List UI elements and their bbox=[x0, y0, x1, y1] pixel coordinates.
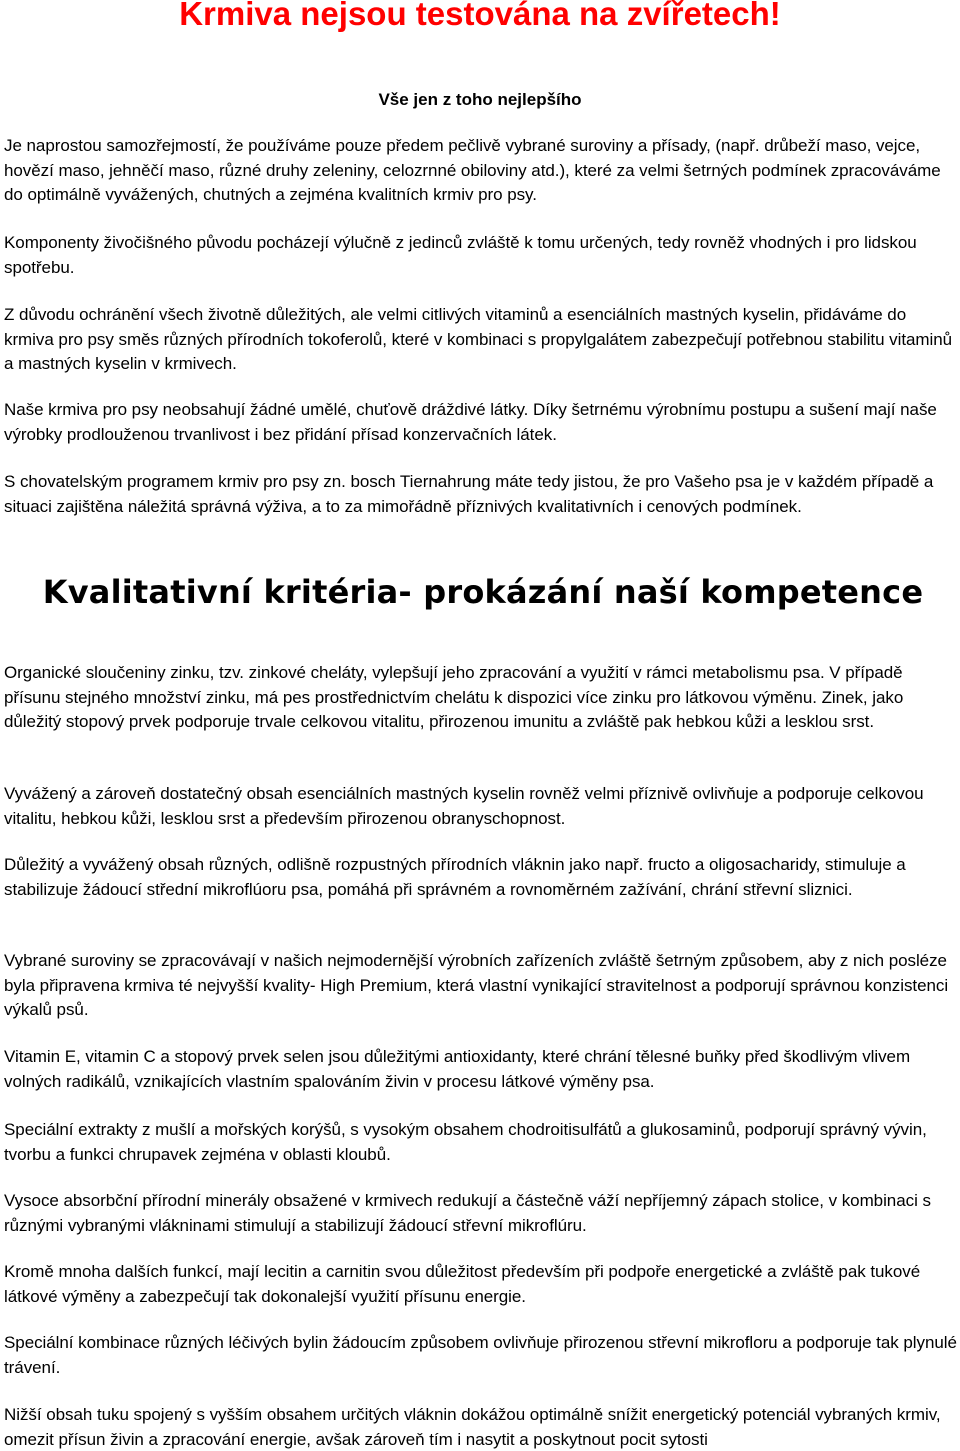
subtitle: Vše jen z toho nejlepšího bbox=[378, 90, 582, 109]
section-heading-quality-criteria: Kvalitativní kritéria- prokázání naší kompetence bbox=[42, 573, 924, 611]
paragraph-processing: Vybrané suroviny se zpracovávají v našich nejmodernější výrobních zařízeních zvláště šetrným způsobem, aby z nich posléze byla připravena krmiva té nejvyšší kvality- High Premium, která vlastní vynikající stravitelnost a podporují správnou konzistenci výkalů psů. bbox=[4, 951, 949, 1020]
paragraph-low-fat: Nižší obsah tuku spojený s vyšším obsahem určitých vláknin dokážou optimálně snížit energetický potenciál vybraných krmiv, omezit přísun živin a zpracování energie, avšak zároveň tím i nasytit a poskytnout pocit sytosti bbox=[4, 1405, 941, 1449]
paragraph-ingredients: Je naprostou samozřejmostí, že používáme pouze předem pečlivě vybrané suroviny a přísady, (např. drůbeží maso, vejce, hovězí maso, jehněčí maso, různé druhy zeleniny, celozrnné obiloviny atd.), které za velmi šetrných podmínek zpracováváme do optimálně vyvážených, chutných a zejména kvalitních krmiv pro psy. bbox=[4, 136, 941, 205]
page-title: Krmiva nejsou testována na zvířetech! bbox=[179, 0, 781, 32]
paragraph-animal-components: Komponenty živočišného původu pocházejí výlučně z jedinců zvláště k tomu určených, tedy rovněž vhodných i pro lidskou spotřebu. bbox=[4, 233, 917, 277]
paragraph-breeding-program: S chovatelským programem krmiv pro psy zn. bosch Tiernahrung máte tedy jistou, že pro Vašeho psa je v každém případě a situaci zajištěna náležitá správná výživa, a to za mimořádně příznivých kvalitativních i cenových podmínek. bbox=[4, 472, 934, 516]
paragraph-minerals: Vysoce absorbční přírodní minerály obsažené v krmivech redukují a částečně váží nepříjemný zápach stolice, v kombinaci s různými vybranými vlákninami stimulují a stabilizují žádoucí střevní mikroflúru. bbox=[4, 1191, 931, 1235]
paragraph-fibres: Důležitý a vyvážený obsah různých, odlišně rozpustných přírodních vláknin jako např. fructo a oligosacharidy, stimuluje a stabilizuje žádoucí střední mikroflúoru psa, pomáhá při správném a rovnoměrném zažívání, chrání střevní sliznici. bbox=[4, 855, 906, 899]
paragraph-lecithin: Kromě mnoha dalších funkcí, mají lecitin a carnitin svou důležitost především při podpoře energetické a zvláště pak tukové látkové výměny a zabezpečují tak dokonalejší využití přísunu energie. bbox=[4, 1262, 921, 1306]
paragraph-zinc: Organické sloučeniny zinku, tzv. zinkové cheláty, vylepšují jeho zpracování a využití v rámci metabolismu psa. V případě přísunu stejného množství zinku, má pes prostřednictvím chelátu k dispozici více zinku pro látkovou výměnu. Zinek, jako důležitý stopový prvek podporuje trvale celkovou vitalitu, přirozenou imunitu a zvláště pak hebkou kůži a lesklou srst. bbox=[4, 663, 904, 732]
paragraph-fatty-acids: Vyvážený a zároveň dostatečný obsah esenciálních mastných kyselin rovněž velmi příznivě ovlivňuje a podporuje celkovou vitalitu, hebkou kůži, lesklou srst a především přirozenou obranyschopnost. bbox=[4, 784, 924, 828]
paragraph-no-artificial: Naše krmiva pro psy neobsahují žádné umělé, chuťově dráždivé látky. Díky šetrnému výrobnímu postupu a sušení mají naše výrobky prodlouženou trvanlivost i bez přidání přísad konzervačních látek. bbox=[4, 400, 937, 444]
paragraph-mussel-extracts: Speciální extrakty z mušlí a mořských korýšů, s vysokým obsahem chodroitisulfátů a glukosaminů, podporují správný vývin, tvorbu a funkci chrupavek zejména v oblasti kloubů. bbox=[4, 1120, 927, 1164]
paragraph-tocopherols: Z důvodu ochránění všech životně důležitých, ale velmi citlivých vitaminů a esenciálních mastných kyselin, přidáváme do krmiva pro psy směs různých přírodních tokoferolů, které v kombinaci s propylgalátem zabezpečují potřebnou stabilitu vitaminů a mastných kyselin v krmivech. bbox=[4, 305, 953, 374]
paragraph-antioxidants: Vitamin E, vitamin C a stopový prvek selen jsou důležitými antioxidanty, které chrání tělesné buňky před škodlivým vlivem volných radikálů, vznikajících vlastním spalováním živin v procesu látkové výměny psa. bbox=[4, 1047, 911, 1091]
paragraph-herbs: Speciální kombinace různých léčivých bylin žádoucím způsobem ovlivňuje přirozenou střevní mikrofloru a podporuje tak plynulé trávení. bbox=[4, 1333, 957, 1377]
